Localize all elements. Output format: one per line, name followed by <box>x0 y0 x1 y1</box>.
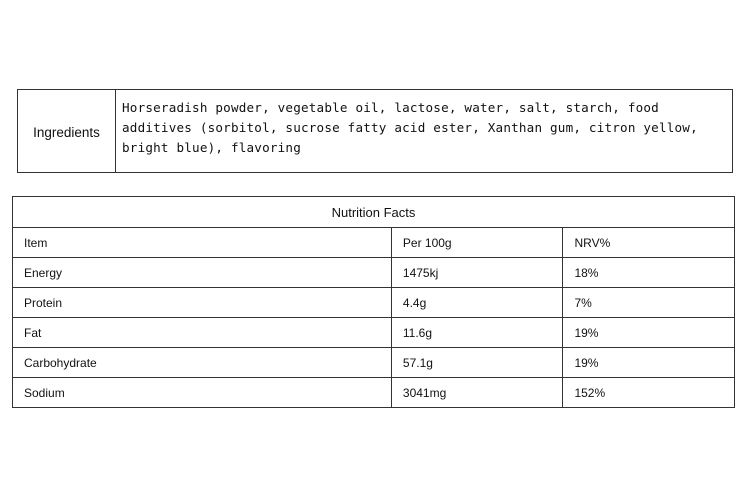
nutrition-title-row <box>13 197 735 228</box>
row-per-100g: 4.4g <box>391 288 563 318</box>
row-item: Protein <box>13 288 392 318</box>
ingredients-text: Horseradish powder, vegetable oil, lactose, water, salt, starch, food additives (sorbitol, sucrose fatty acid ester, Xanthan gum, citron yellow, bright blue), flavoring <box>122 100 698 155</box>
row-nrv: 7% <box>563 288 735 318</box>
row-per-100g: 11.6g <box>391 318 563 348</box>
nutrition-header-row <box>13 228 735 258</box>
row-nrv: 19% <box>563 318 735 348</box>
ingredients-box <box>17 89 733 173</box>
row-item: Carbohydrate <box>13 348 392 378</box>
header-nrv: NRV% <box>563 228 735 258</box>
header-item: Item <box>13 228 392 258</box>
nutrition-title: Nutrition Facts <box>13 197 735 228</box>
table-row <box>13 288 735 318</box>
row-nrv: 152% <box>563 378 735 408</box>
row-nrv: 18% <box>563 258 735 288</box>
row-item: Sodium <box>13 378 392 408</box>
row-per-100g: 1475kj <box>391 258 563 288</box>
header-per-100g: Per 100g <box>391 228 563 258</box>
row-nrv: 19% <box>563 348 735 378</box>
table-row <box>13 348 735 378</box>
table-row <box>13 318 735 348</box>
row-per-100g: 57.1g <box>391 348 563 378</box>
table-row <box>13 378 735 408</box>
row-item: Fat <box>13 318 392 348</box>
row-item: Energy <box>13 258 392 288</box>
nutrition-facts-table <box>12 196 735 408</box>
table-row <box>13 258 735 288</box>
ingredients-label: Ingredients <box>18 90 116 172</box>
row-per-100g: 3041mg <box>391 378 563 408</box>
